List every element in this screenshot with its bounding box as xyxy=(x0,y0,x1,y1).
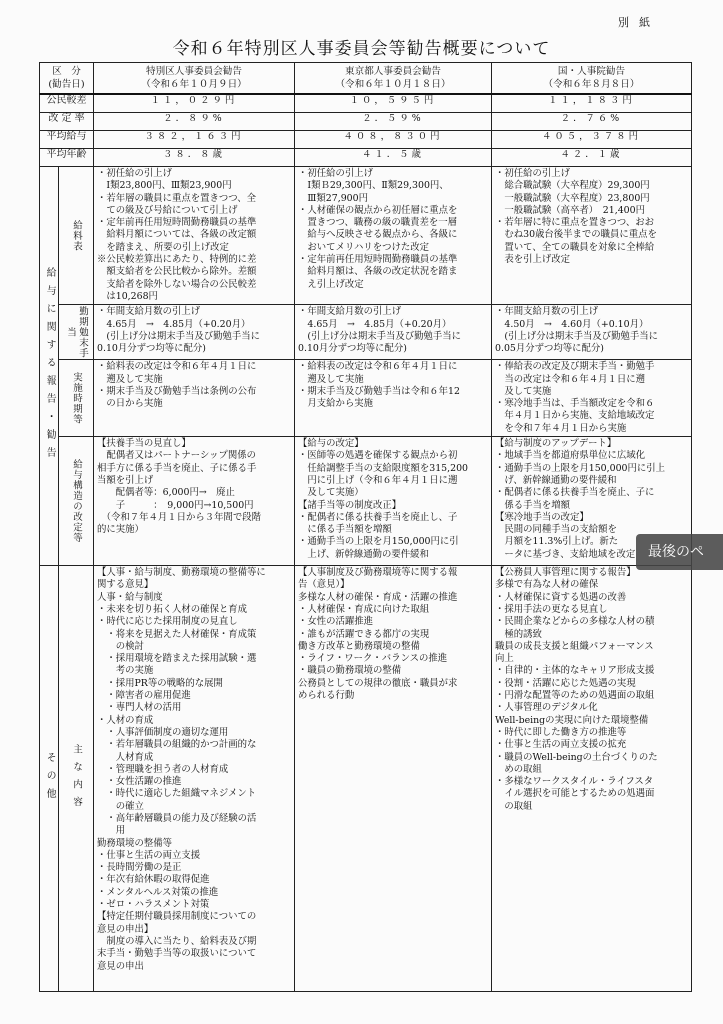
cell-content xyxy=(295,437,491,562)
content-cell xyxy=(492,566,692,992)
text-line: 的に実施） xyxy=(97,524,144,536)
text-line: ・高年齢層職員の能力及び経験の活 xyxy=(97,812,257,824)
text-line: ・障害者の雇用促進 xyxy=(97,690,191,702)
text-line: 【給与制度のアップデート】 xyxy=(495,438,617,450)
text-line: ・民間企業などからの多様な人材の積 xyxy=(495,616,655,628)
text-line: ※公民較差算出にあたり、特例的に差 xyxy=(97,254,257,266)
summary-value: ３８．８歳 xyxy=(94,149,295,167)
text-line: 任給調整手当の支給限度額を315,200 xyxy=(298,462,469,474)
text-line: ・若年層の職員に重点を置きつつ、全 xyxy=(97,192,257,204)
text-line: 月支給から実施 xyxy=(298,398,374,410)
text-line: ・若年層に特に重点を置きつつ、おお xyxy=(495,217,655,229)
summary-label: 改 定 率 xyxy=(40,113,94,131)
text-line: ・初任給の引上げ xyxy=(495,168,571,179)
text-line: 月額を11.3%引上げ。新た xyxy=(495,536,619,548)
text-line: の確立 xyxy=(97,800,144,812)
summary-value: ２．５９% xyxy=(295,113,492,131)
text-line: ・ライフ・ワーク・バランスの推進 xyxy=(298,653,448,665)
other-section-row xyxy=(40,566,692,992)
cell-content xyxy=(94,437,294,537)
text-line: ・地域手当を都道府県単位に広域化 xyxy=(495,450,646,462)
text-line: むね30歳台後半までの職員に重点を xyxy=(495,229,657,241)
summary-row xyxy=(40,149,692,167)
section-label-other: その他 xyxy=(40,566,59,992)
text-line: ・職員のWell-beingの土台づくりのた xyxy=(495,751,658,763)
cell-content xyxy=(295,360,491,411)
text-line: 考の実施 xyxy=(97,665,154,677)
text-line: 【扶養手当の見直し】 xyxy=(97,438,191,450)
subsection-label: 給料表 xyxy=(59,167,94,305)
text-line: 人材育成 xyxy=(97,751,154,763)
summary-row xyxy=(40,113,692,131)
text-line: 4.65月 → 4.85月（+0.20月） xyxy=(97,318,251,330)
text-line: 給料月額は、各級の改定状況を踏ま xyxy=(298,266,458,278)
text-line: ・女性の活躍推進 xyxy=(298,616,374,628)
text-line: ・自律的・主体的なキャリア形成支援 xyxy=(495,665,655,677)
text-line: 4.65月 → 4.85月（+0.20月） xyxy=(298,318,452,330)
cell-content xyxy=(94,305,294,356)
text-line: 給与へ反映させる観点から、各級に xyxy=(298,229,458,241)
last-page-button[interactable]: 最後のペ xyxy=(636,534,723,570)
content-cell xyxy=(492,360,692,437)
text-line: の取組 xyxy=(495,800,533,812)
text-line: めの取組 xyxy=(495,763,542,775)
salary-section-row xyxy=(40,305,692,360)
text-line: 人事・給与制度 xyxy=(97,591,163,603)
text-line: 【特定任期付職員採用制度についての xyxy=(97,911,257,923)
text-line: ・人材の育成 xyxy=(97,714,154,726)
text-line: （令和７年４月１日から３年間で段階 xyxy=(97,511,262,523)
text-line: ・メンタルヘルス対策の推進 xyxy=(97,886,219,898)
text-line: 民間の同種手当の支給額を xyxy=(495,524,617,536)
text-line: 用 xyxy=(97,825,126,837)
text-line: ・期末手当及び勤勉手当は令和６年12 xyxy=(298,385,460,397)
text-line: Ⅲ類27,900円 xyxy=(298,192,368,204)
text-line: ・若年層職員の組織的かつ計画的な xyxy=(97,739,257,751)
text-line: ・年次有給休暇の取得促進 xyxy=(97,874,210,886)
text-line: ・職員の勤務環境の整備 xyxy=(298,665,402,677)
salary-section-row xyxy=(40,437,692,566)
text-line: ・仕事と生活の両立支援 xyxy=(97,849,201,861)
text-line: ・期末手当及び勤勉手当は条例の公布 xyxy=(97,385,257,397)
text-line: 配偶者等：6,000円→ 廃止 xyxy=(97,487,235,499)
cell-content xyxy=(295,305,491,356)
content-cell xyxy=(295,566,492,992)
text-line: 配偶者又はパートナーシップ関係の xyxy=(97,450,257,462)
summary-label: 平均年齢 xyxy=(40,149,94,167)
text-line: 【給与の改定】 xyxy=(298,438,364,450)
content-cell xyxy=(94,566,295,992)
section-label-salary: 給与に関する報告・勧告 xyxy=(40,167,59,566)
content-cell xyxy=(94,360,295,437)
content-cell xyxy=(94,437,295,566)
text-line: 及して実施 xyxy=(495,385,552,397)
text-line: ・通勤手当の上限を月150,000円に引上 xyxy=(495,462,666,474)
text-line: められる行動 xyxy=(298,690,355,702)
text-line: ・給料表の改定は令和６年４月１日に xyxy=(97,361,257,373)
text-line: (引上げ分は期末手当及び勤勉手当に xyxy=(495,330,659,342)
header-national: 国・人事院勧告 （令和６年８月８日） xyxy=(492,63,692,95)
subsection-label: 実施時期等 xyxy=(59,360,94,437)
text-line: ・誰もが活躍できる都庁の実現 xyxy=(298,628,430,640)
text-line: の検討 xyxy=(97,640,144,652)
text-line: ・配偶者に係る扶養手当を廃止、子に xyxy=(495,487,655,499)
text-line: 給料月額については、各級の改定額 xyxy=(97,229,257,241)
text-line: 職員の成長支援と組織パフォーマンス xyxy=(495,640,654,652)
text-line: 多様で有為な人材の確保 xyxy=(495,579,599,591)
cell-content xyxy=(492,566,691,814)
text-line: ・年間支給月数の引上げ xyxy=(97,306,201,318)
text-line: 支給者を除外しない場合の公民較差 xyxy=(97,278,257,290)
text-line: 0.10月分ずつ均等に配分) xyxy=(298,343,407,355)
page-title: 令和６年特別区人事委員会等勧告概要について xyxy=(172,39,551,59)
text-line: 【人事制度及び勤務環境等に関する報 xyxy=(298,567,458,579)
content-cell xyxy=(94,305,295,360)
cell-content xyxy=(492,167,691,267)
text-line: ・人事管理のデジタル化 xyxy=(495,702,598,714)
text-line: ・時代に応じた採用制度の見直し xyxy=(97,616,238,628)
text-line: ・ゼロ・ハラスメント対策 xyxy=(97,899,210,911)
summary-value: ２．７６% xyxy=(492,113,692,131)
subsection-label: 勤期勉末手当 xyxy=(59,305,94,360)
text-line: Well-beingの実現に向けた環境整備 xyxy=(495,714,649,726)
text-line: ・給料表の改定は令和６年４月１日に xyxy=(298,361,458,373)
subsection-label: 主な内容 xyxy=(59,566,94,992)
text-line: ・人事評価制度の適切な運用 xyxy=(97,726,229,738)
text-line: 上げ、新幹線通勤の要件緩和 xyxy=(298,548,429,560)
text-line: 制度の導入に当たり、給料表及び期 xyxy=(97,935,257,947)
text-line: の日から実施 xyxy=(97,398,163,410)
text-line: 極的誘致 xyxy=(495,628,542,640)
content-cell xyxy=(295,437,492,566)
text-line: 0.10月分ずつ均等に配分) xyxy=(97,343,206,355)
summary-label: 平均給与 xyxy=(40,131,94,149)
text-line: に係る手当額を増額 xyxy=(298,524,392,536)
text-line: 置きつつ、職務の級の職責差を一層 xyxy=(298,217,458,229)
summary-value: ４０５，３７８円 xyxy=(492,131,692,149)
text-line: ・人材確保・育成に向けた取組 xyxy=(298,603,430,615)
text-line: 4.50月 → 4.60月（+0.10月） xyxy=(495,318,649,330)
text-line: を踏まえ、所要の引上げ改定 xyxy=(97,241,229,253)
text-line: 一般職試験（高卒者） 21,400円 xyxy=(495,204,645,216)
text-line: 額支給者を公民比較から除外。差額 xyxy=(97,266,257,278)
text-line: 関する意見】 xyxy=(97,579,154,591)
summary-value: ２．８９% xyxy=(94,113,295,131)
text-line: 当の改定は令和６年４月１日に遡 xyxy=(495,373,646,385)
text-line: 及して実施） xyxy=(298,487,364,499)
annex-label: 別紙 xyxy=(618,16,660,29)
summary-value: １１，１８３円 xyxy=(492,94,692,113)
cell-content xyxy=(295,566,491,703)
text-line: 【公務員人事管理に関する報告】 xyxy=(495,567,636,579)
text-line: 多様な人材の確保・育成・活躍の推進 xyxy=(298,591,458,603)
header-category: 区 分 (勧告日) xyxy=(40,63,94,95)
content-cell xyxy=(295,360,492,437)
summary-row xyxy=(40,94,692,113)
cell-content xyxy=(295,167,491,292)
text-line: 子 ： 9,000円→10,500円 xyxy=(97,499,254,511)
salary-section-row xyxy=(40,360,692,437)
text-line: 意見の申出 xyxy=(97,960,144,972)
text-line: ・配偶者に係る扶養手当を廃止し、子 xyxy=(298,511,458,523)
text-line: ・通勤手当の上限を月150,000円に引 xyxy=(298,536,459,548)
text-line: 0.05月分ずつ均等に配分) xyxy=(495,343,604,355)
summary-value: ４０８，８３０円 xyxy=(295,131,492,149)
text-line: ・定年前再任用短時間勤務職員の基準 xyxy=(97,217,257,229)
header-tokyo: 東京都人事委員会勧告 （令和６年１０月１８日） xyxy=(295,63,492,95)
text-line: ・俸給表の改定及び期末手当・勤勉手 xyxy=(495,361,655,373)
text-line: 告（意見）】 xyxy=(298,579,350,591)
cell-content xyxy=(94,566,294,974)
text-line: ータに基づき、支給地域を改定 xyxy=(495,548,636,560)
text-line: (引上げ分は期末手当及び勤勉手当に xyxy=(298,330,462,342)
text-line: を令和７年４月１日から実施 xyxy=(495,422,627,434)
text-line: ・多様なワークスタイル・ライフスタ xyxy=(495,776,654,788)
cell-content xyxy=(94,167,294,304)
text-line: げ、新幹線通勤の要件緩和 xyxy=(495,474,617,486)
text-line: 意見の申出】 xyxy=(97,923,154,935)
summary-value: ４２．１歳 xyxy=(492,149,692,167)
text-line: ・医師等の処遇を確保する観点から初 xyxy=(298,450,458,462)
text-line: 【諸手当等の制度改正】 xyxy=(298,499,402,511)
text-line: ・長時間労働の是正 xyxy=(97,862,182,874)
content-cell xyxy=(295,305,492,360)
content-cell xyxy=(492,305,692,360)
text-line: Ⅰ類Ｂ29,300円、Ⅱ類29,300円、 xyxy=(298,180,449,192)
text-line: 相手方に係る手当を廃止、子に係る手 xyxy=(97,462,257,474)
text-line: ・管理職を担う者の人材育成 xyxy=(97,763,229,775)
text-line: ・寒冷地手当は、手当額改定を令和６ xyxy=(495,398,655,410)
header-tokubetsuku: 特別区人事委員会勧告 （令和６年１０月９日） xyxy=(94,63,295,95)
text-line: 末手当・勤勉手当等の取扱いについて xyxy=(97,948,257,960)
text-line: (引上げ分は期末手当及び勤勉手当に xyxy=(97,330,261,342)
text-line: ・時代に即した働き方の推進等 xyxy=(495,726,627,738)
text-line: ・専門人材の活用 xyxy=(97,702,182,714)
text-line: ・時代に適応した組織マネジメント xyxy=(97,788,257,800)
summary-value: ３８２，１６３円 xyxy=(94,131,295,149)
content-cell xyxy=(94,167,295,305)
text-line: ・年間支給月数の引上げ xyxy=(495,306,599,318)
text-line: 当額を引上げ xyxy=(97,474,154,486)
text-line: 年４月１日から実施、支給地域改定 xyxy=(495,410,655,422)
cell-content xyxy=(492,305,691,356)
text-line: おいてメリハリをつけた改定 xyxy=(298,241,429,253)
text-line: え引上げ改定 xyxy=(298,278,364,290)
text-line: 向上 xyxy=(495,653,514,665)
cell-content xyxy=(492,360,691,436)
text-line: ・初任給の引上げ xyxy=(97,168,173,179)
text-line: 遡及して実施 xyxy=(298,373,364,385)
text-line: は10,268円 xyxy=(97,290,158,302)
cell-content xyxy=(94,360,294,411)
summary-value: １１，０２９円 xyxy=(94,94,295,113)
summary-value: １０，５９５円 xyxy=(295,94,492,113)
text-line: 勤務環境の整備等 xyxy=(97,837,173,849)
summary-label: 公民較差 xyxy=(40,94,94,113)
text-line: 置いて、全ての職員を対象に全棒給 xyxy=(495,241,655,253)
text-line: ・女性活躍の推進 xyxy=(97,776,182,788)
text-line: ・定年前再任用短時間勤務職員の基準 xyxy=(298,254,458,266)
text-line: 総合職試験（大卒程度）29,300円 xyxy=(495,180,650,192)
text-line: ・将来を見据えた人材確保・育成策 xyxy=(97,628,257,640)
text-line: 公務員としての規律の徹底・職員が求 xyxy=(298,677,458,689)
subsection-label: 給与構造の改定等 xyxy=(59,437,94,566)
text-line: ての級及び号給について引上げ xyxy=(97,204,238,216)
text-line: 働き方改革と勤務環境の整備 xyxy=(298,640,420,652)
text-line: 円に引上げ（令和６年４月１日に遡 xyxy=(298,474,458,486)
salary-section-row xyxy=(40,167,692,305)
summary-row xyxy=(40,131,692,149)
text-line: 係る手当を増額 xyxy=(495,499,571,511)
content-cell xyxy=(295,167,492,305)
text-line: 【寒冷地手当の改定】 xyxy=(495,511,589,523)
text-line: Ⅰ類23,800円、Ⅲ類23,900円 xyxy=(97,180,232,192)
text-line: ・円滑な配置等のための処遇面の取組 xyxy=(495,690,655,702)
text-line: 表を引上げ改定 xyxy=(495,254,571,266)
summary-value: ４１．５歳 xyxy=(295,149,492,167)
text-line: ・仕事と生活の両立支援の拡充 xyxy=(495,739,627,751)
text-line: ・未来を切り拓く人材の確保と育成 xyxy=(97,603,248,615)
header-row xyxy=(40,63,692,95)
text-line: イル選択を可能とするための処遇面 xyxy=(495,788,655,800)
text-line: ・人材確保に資する処遇の改善 xyxy=(495,591,627,603)
text-line: ・役割・活躍に応じた処遇の実現 xyxy=(495,677,636,689)
content-cell xyxy=(492,167,692,305)
text-line: 【人事・給与制度、勤務環境の整備等に xyxy=(97,567,266,579)
text-line: ・年間支給月数の引上げ xyxy=(298,306,402,318)
text-line: 遡及して実施 xyxy=(97,373,163,385)
text-line: ・採用環境を踏まえた採用試験・選 xyxy=(97,653,257,665)
text-line: ・採用PR等の戦略的な展開 xyxy=(97,677,223,689)
text-line: ・初任給の引上げ xyxy=(298,168,374,179)
text-line: ・採用手法の更なる見直し xyxy=(495,603,608,615)
text-line: 一般職試験（大卒程度）23,800円 xyxy=(495,192,650,204)
comparison-table xyxy=(39,62,692,992)
text-line: ・人材確保の観点から初任層に重点を xyxy=(298,204,458,216)
